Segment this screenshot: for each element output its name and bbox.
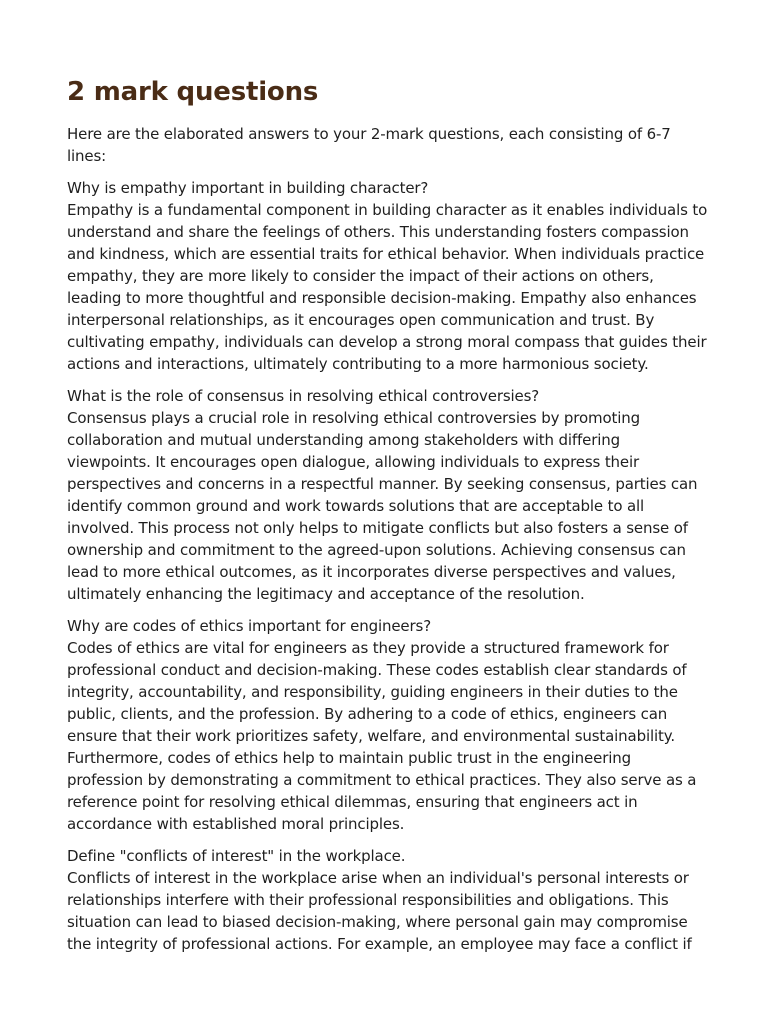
answer-text: Conflicts of interest in the workplace arise when an individual's personal interests or relationships interfere with their professional responsibilities and obligations. This situation can lead to biased decision-making, where personal gain may compromise the integrity of professional actions. For example, an employee may face a conflict if	[67, 869, 692, 953]
qa-section-codes-of-ethics	[67, 615, 708, 835]
question-text: Why is empathy important in building character?	[67, 179, 429, 197]
answer-text: Consensus plays a crucial role in resolving ethical controversies by promoting collaboration and mutual understanding among stakeholders with differing viewpoints. It encourages open dialogue, allowing individuals to express their perspectives and concerns in a respectful manner. By seeking consensus, parties can identify common ground and work towards solutions that are acceptable to all involved. This process not only helps to mitigate conflicts but also fosters a sense of ownership and commitment to the agreed-upon solutions. Achieving consensus can lead to more ethical outcomes, as it incorporates diverse perspectives and values, ultimately enhancing the legitimacy and acceptance of the resolution.	[67, 409, 698, 603]
question-text: Define "conflicts of interest" in the workplace.	[67, 847, 406, 865]
qa-section-empathy	[67, 177, 708, 375]
question-text: Why are codes of ethics important for engineers?	[67, 617, 432, 635]
answer-text: Codes of ethics are vital for engineers as they provide a structured framework for professional conduct and decision-making. These codes establish clear standards of integrity, accountability, and responsibility, guiding engineers in their duties to the public, clients, and the profession. By adhering to a code of ethics, engineers can ensure that their work prioritizes safety, welfare, and environmental sustainability. Furthermore, codes of ethics help to maintain public trust in the engineering profession by demonstrating a commitment to ethical practices. They also serve as a reference point for resolving ethical dilemmas, ensuring that engineers act in accordance with established moral principles.	[67, 639, 697, 833]
qa-section-conflicts-of-interest	[67, 845, 708, 955]
page-title: 2 mark questions	[67, 77, 319, 107]
question-text: What is the role of consensus in resolving ethical controversies?	[67, 387, 540, 405]
qa-section-consensus	[67, 385, 708, 605]
answer-text: Empathy is a fundamental component in building character as it enables individuals to understand and share the feelings of others. This understanding fosters compassion and kindness, which are essential traits for ethical behavior. When individuals practice empathy, they are more likely to consider the impact of their actions on others, leading to more thoughtful and responsible decision-making. Empathy also enhances interpersonal relationships, as it encourages open communication and trust. By cultivating empathy, individuals can develop a strong moral compass that guides their actions and interactions, ultimately contributing to a more harmonious society.	[67, 201, 708, 373]
intro-paragraph: Here are the elaborated answers to your 2-mark questions, each consisting of 6-7 lines:	[67, 125, 671, 165]
